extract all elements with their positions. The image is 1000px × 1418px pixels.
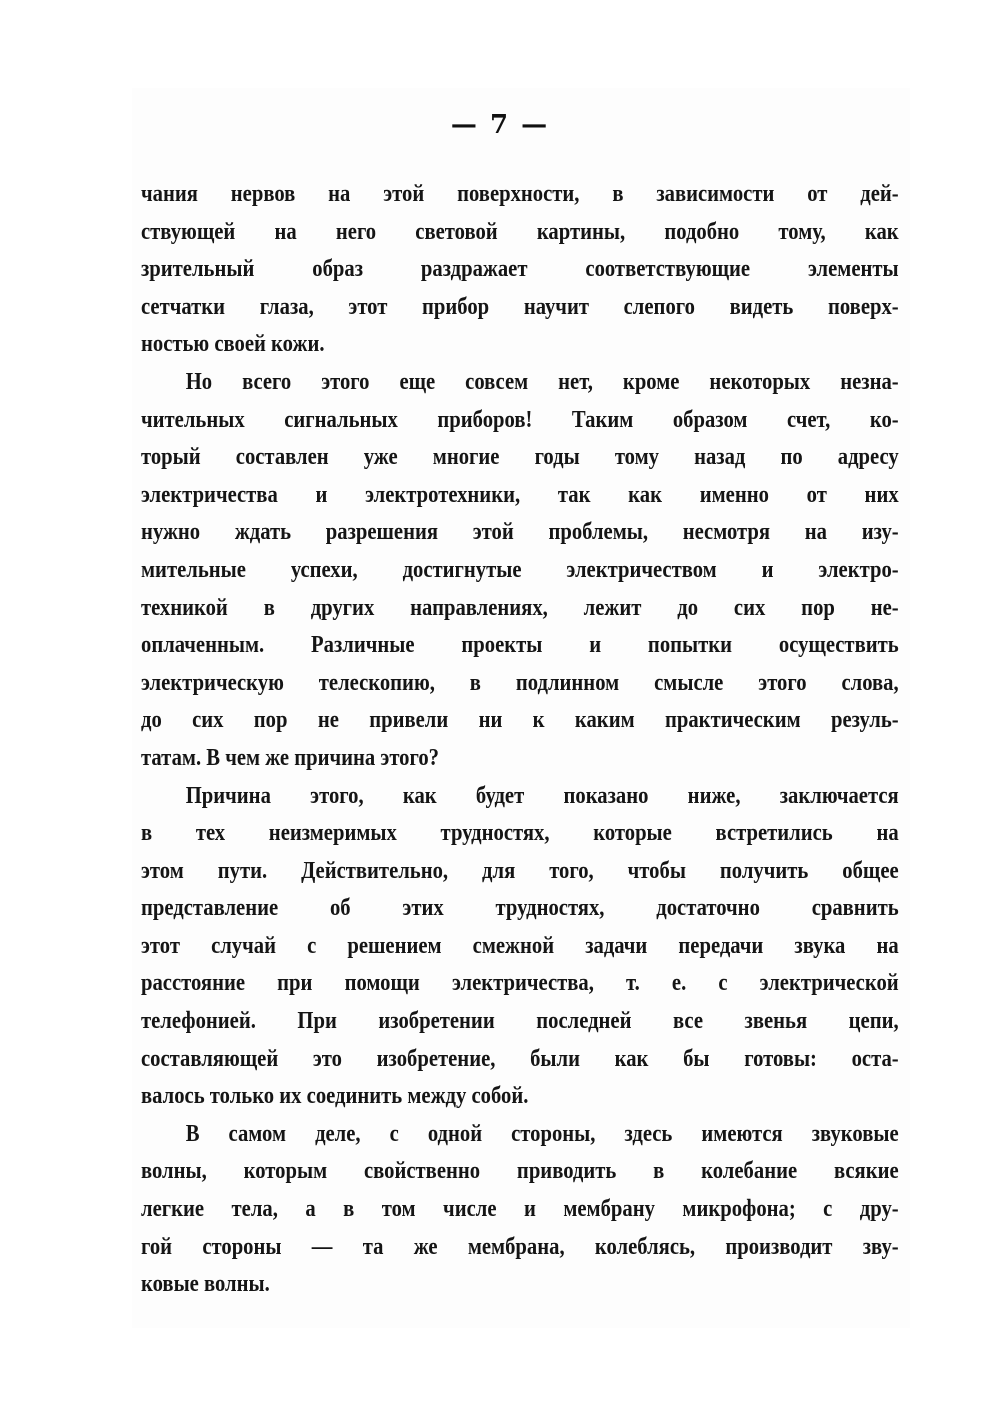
text-line: составляющей это изобретение, были как бы готовы: оста- <box>141 1045 899 1072</box>
text-line: зрительный образ раздражает соответствующие элементы <box>141 256 899 283</box>
text-line: электричества и электротехники, так как именно от них <box>141 481 899 508</box>
text-line: Причина этого, как будет показано ниже, заключается <box>185 782 899 809</box>
text-line: В самом деле, с одной стороны, здесь имеются звуковые <box>185 1120 899 1147</box>
text-line: этом пути. Действительно, для того, чтобы получить общее <box>141 857 899 884</box>
text-line: Но всего этого еще совсем нет, кроме некоторых незна- <box>185 368 899 395</box>
text-line: в тех неизмеримых трудностях, которые встретились на <box>141 820 899 847</box>
page-number: — 7 — <box>450 110 550 140</box>
text-line: волны, которым свойственно приводить в колебание всякие <box>141 1158 899 1185</box>
text-line: оплаченным. Различные проекты и попытки осуществить <box>141 632 899 659</box>
text-line: до сих пор не привели ни к каким практическим резуль- <box>141 707 899 734</box>
paragraph-2 <box>141 364 899 778</box>
text-line: техникой в других направлениях, лежит до сих пор не- <box>141 594 899 621</box>
text-line: ностью своей кожи. <box>141 331 325 358</box>
text-line: ковые волны. <box>141 1271 270 1298</box>
paragraph-1 <box>141 176 899 364</box>
text-line: мительные успехи, достигнутые электричеством и электро- <box>141 556 899 583</box>
text-line: торый составлен уже многие годы тому назад по адресу <box>141 444 899 471</box>
body-text <box>141 176 899 1304</box>
text-line: сетчатки глаза, этот прибор научит слепого видеть поверх- <box>141 293 899 320</box>
text-line: нужно ждать разрешения этой проблемы, несмотря на изу- <box>141 519 899 546</box>
text-line: татам. В чем же причина этого? <box>141 744 440 771</box>
text-line: телефонией. При изобретении последней все звенья цепи, <box>141 1008 899 1035</box>
text-line: ствующей на него световой картины, подобно тому, как <box>141 218 899 245</box>
text-line: электрическую телескопию, в подлинном смысле этого слова, <box>141 669 899 696</box>
paragraph-4 <box>141 1116 899 1304</box>
paragraph-3 <box>141 778 899 1116</box>
text-line: расстояние при помощи электричества, т. е. с электрической <box>141 970 899 997</box>
text-line: гой стороны — та же мембрана, колеблясь, производит зву- <box>141 1233 899 1260</box>
text-line: чания нервов на этой поверхности, в зависимости от дей- <box>141 181 899 207</box>
text-line: валось только их соединить между собой. <box>141 1083 529 1110</box>
text-line: легкие тела, а в том числе и мембрану микрофона; с дру- <box>141 1196 899 1223</box>
text-line: представление об этих трудностях, достаточно сравнить <box>141 895 899 922</box>
text-line: чительных сигнальных приборов! Таким образом счет, ко- <box>141 406 899 433</box>
text-line: этот случай с решением смежной задачи передачи звука на <box>141 932 899 959</box>
